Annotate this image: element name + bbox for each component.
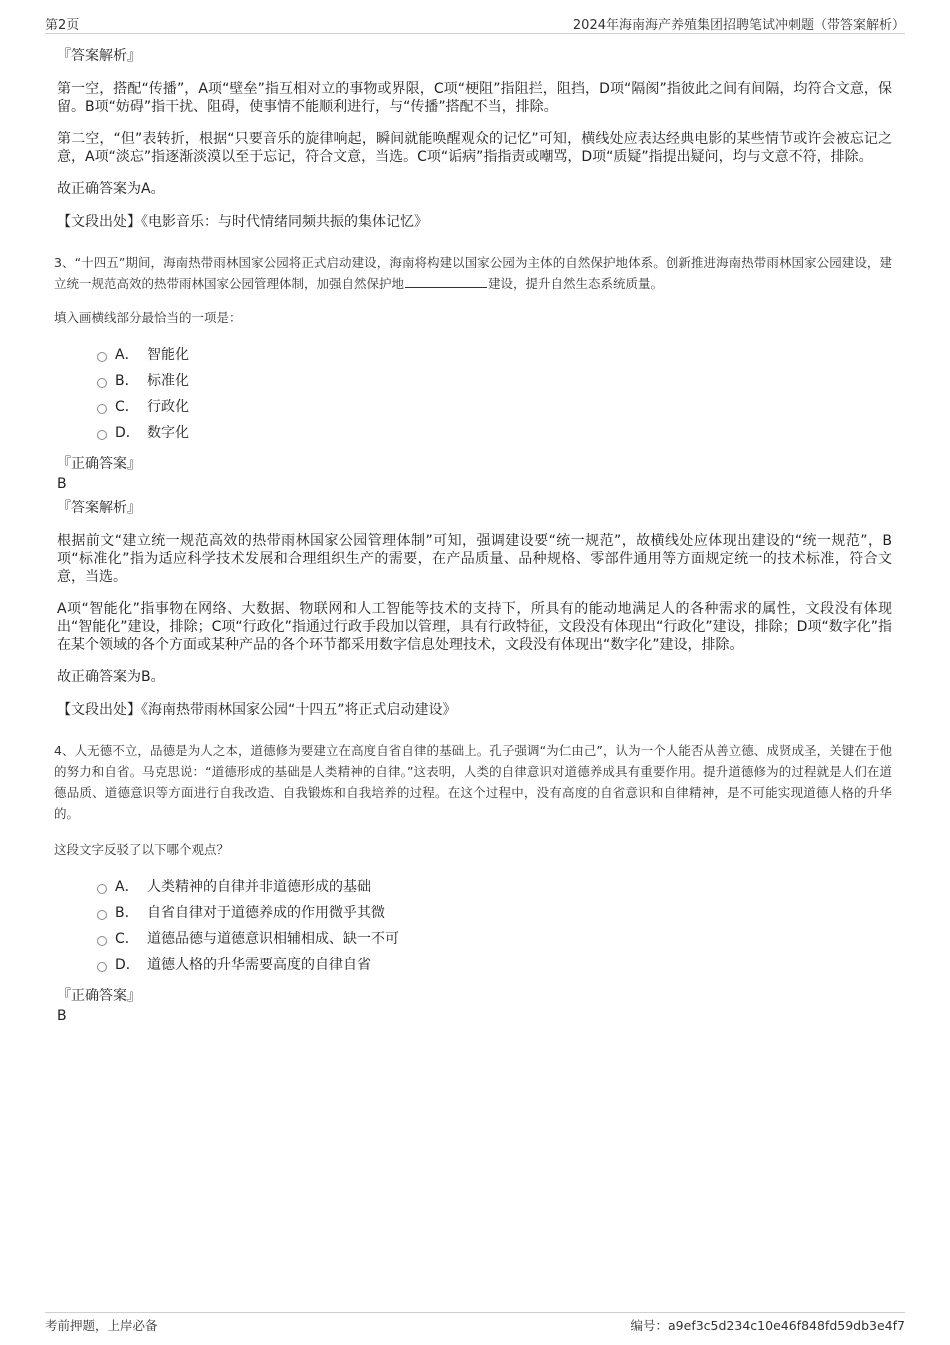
source-citation: 【文段出处】《电影音乐：与时代情绪同频共振的集体记忆》 <box>57 214 428 230</box>
question-prompt: 填入画横线部分最恰当的一项是： <box>54 310 242 325</box>
page-number: 第2页 <box>45 18 80 33</box>
analysis-label: 『答案解析』 <box>57 48 141 64</box>
radio-icon[interactable] <box>97 936 107 946</box>
option-d[interactable]: D． 道德人格的升华需要高度的自律自省 <box>97 952 892 978</box>
option-d[interactable]: D． 数字化 <box>97 420 892 446</box>
option-a[interactable]: A． 人类精神的自律并非道德形成的基础 <box>97 874 892 900</box>
option-b[interactable]: B． 标准化 <box>97 368 892 394</box>
analysis-paragraph: 第一空，搭配“传播”，A项“壁垒”指互相对立的事物或界限，C项“梗阻”指阻拦，阻挡，D项“隔阂”指彼此之间有间隔，均符合文意，保留。B项“妨碍”指干扰、阻碍，使事情不能顺利进行，与“传播”搭配不当，排除。 <box>57 81 892 115</box>
analysis-label: 『答案解析』 <box>57 500 141 516</box>
footer-slogan: 考前押题，上岸必备 <box>45 1318 158 1333</box>
radio-icon[interactable] <box>97 378 107 388</box>
correct-answer: B <box>57 476 67 492</box>
question-3: 3、“十四五”期间，海南热带雨林国家公园将正式启动建设，海南将构建以国家公园为主体的自然保护地体系。创新推进海南热带雨林国家公园建设，建立统一规范高效的热带雨林国家公园管理体制，加强自然保护地 建设，提升自然生态系统质量。 <box>54 255 892 291</box>
correct-answer-label: 『正确答案』 <box>57 456 141 472</box>
analysis-paragraph: 根据前文“建立统一规范高效的热带雨林国家公园管理体制”可知，强调建设要“统一规范”，故横线处应体现出建设的“统一规范”，B项“标准化”指为适应科学技术发展和合理组织生产的需要，在产品质量、品种规格、零部件通用等方面规定统一的技术标准，符合文意，当选。 <box>57 533 892 585</box>
page-header <box>45 14 905 34</box>
fill-blank <box>405 276 487 288</box>
main-content <box>54 46 892 1030</box>
question-prompt: 这段文字反驳了以下哪个观点？ <box>54 842 230 857</box>
option-c[interactable]: C． 行政化 <box>97 394 892 420</box>
radio-icon[interactable] <box>97 884 107 894</box>
conclusion: 故正确答案为B。 <box>57 669 165 685</box>
correct-answer: B <box>57 1008 67 1024</box>
option-a[interactable]: A． 智能化 <box>97 342 892 368</box>
analysis-paragraph: A项“智能化”指事物在网络、大数据、物联网和人工智能等技术的支持下，所具有的能动地满足人的各种需求的属性，文段没有体现出“智能化”建设，排除；C项“行政化”指通过行政手段加以管理，具有行政特征，文段没有体现出“行政化”建设，排除；D项“数字化”指在某个领域的各个方面或某种产品的各个环节都采用数字信息处理技术，文段没有体现出“数字化”建设，排除。 <box>57 601 892 653</box>
correct-answer-label: 『正确答案』 <box>57 988 141 1004</box>
document-title: 2024年海南海产养殖集团招聘笔试冲刺题（带答案解析） <box>572 18 905 33</box>
radio-icon[interactable] <box>97 352 107 362</box>
question-4: 4、人无德不立，品德是为人之本，道德修为要建立在高度自省自律的基础上。孔子强调“为仁由己”，认为一个人能否从善立德、成贤成圣，关键在于他的努力和自省。马克思说：“道德形成的基础是人类精神的自律。”这表明，人类的自律意识对道德养成具有重要作用。提升道德修为的过程就是人们在道德品质、道德意识等方面进行自我改造、自我锻炼和自我培养的过程。在这个过程中，没有高度的自省意识和自律精神，是不可能实现道德人格的升华的。 <box>54 743 892 821</box>
radio-icon[interactable] <box>97 910 107 920</box>
radio-icon[interactable] <box>97 962 107 972</box>
option-b[interactable]: B． 自省自律对于道德养成的作用微乎其微 <box>97 900 892 926</box>
document-code: 编号：a9ef3c5d234c10e46f848fd59db3e4f7 <box>630 1318 905 1333</box>
source-citation: 【文段出处】《海南热带雨林国家公园“十四五”将正式启动建设》 <box>57 702 457 718</box>
options-q4 <box>97 874 892 978</box>
options-q3 <box>97 342 892 446</box>
page-footer <box>45 1312 905 1332</box>
radio-icon[interactable] <box>97 430 107 440</box>
option-c[interactable]: C． 道德品德与道德意识相辅相成、缺一不可 <box>97 926 892 952</box>
conclusion: 故正确答案为A。 <box>57 181 165 197</box>
radio-icon[interactable] <box>97 404 107 414</box>
analysis-paragraph: 第二空，“但”表转折，根据“只要音乐的旋律响起，瞬间就能唤醒观众的记忆”可知，横线处应表达经典电影的某些情节或许会被忘记之意，A项“淡忘”指逐渐淡漠以至于忘记，符合文意，当选。C项“诟病”指指责或嘲骂，D项“质疑”指提出疑问，均与文意不符，排除。 <box>57 131 892 165</box>
